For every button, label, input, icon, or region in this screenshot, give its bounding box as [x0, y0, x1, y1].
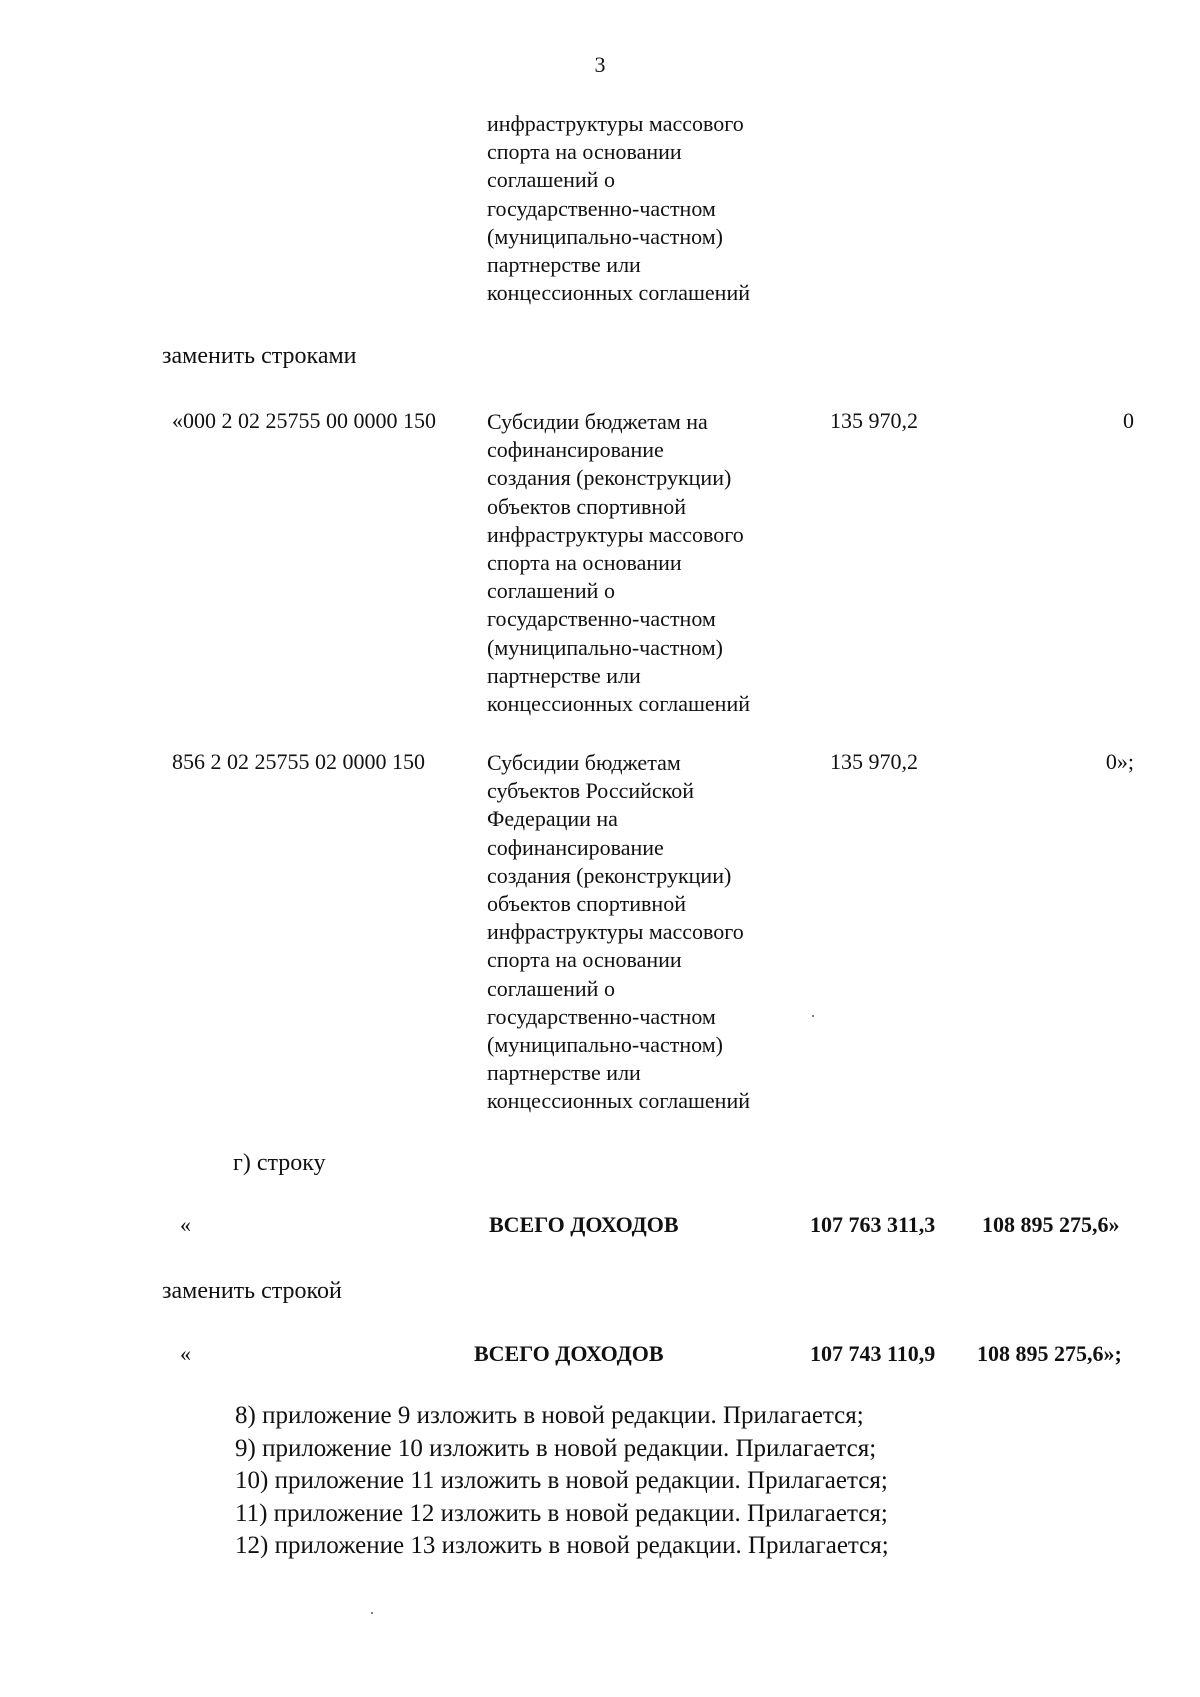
row-code: «000 2 02 25755 00 0000 150: [172, 408, 436, 433]
description-line: (муниципально-частном): [487, 1032, 723, 1058]
list-item: 12) приложение 13 изложить в новой редакции. Прилагается;: [235, 1532, 889, 1559]
description-line: Субсидии бюджетам на: [487, 409, 708, 434]
replace-rows-label: заменить строками: [162, 343, 357, 369]
list-item: 11) приложение 12 изложить в новой редакции. Прилагается;: [235, 1499, 888, 1527]
description-line: партнерстве или: [487, 252, 641, 278]
description-line: государственно-частном: [487, 606, 716, 632]
description-line: концессионных соглашений: [487, 691, 751, 717]
total-old-label: ВСЕГО ДОХОДОВ: [489, 1212, 679, 1237]
row-value-2: 0»;: [1105, 749, 1134, 774]
description-line: концессионных соглашений: [487, 280, 751, 306]
list-item: 8) приложение 9 изложить в новой редакции. Прилагается;: [235, 1402, 864, 1429]
description-line: субъектов Российской: [487, 778, 695, 804]
description-line: создания (реконструкции): [487, 465, 732, 491]
scan-speck: [812, 1015, 814, 1017]
description-line: инфраструктуры массового: [487, 521, 744, 547]
description-line: государственно-частном: [487, 195, 716, 221]
scan-speck: [371, 1612, 373, 1614]
description-line: инфраструктуры массового: [487, 111, 744, 136]
total-new-label: ВСЕГО ДОХОДОВ: [474, 1341, 664, 1366]
description-line: соглашений о: [487, 167, 615, 193]
amendments-list: [235, 1400, 889, 1563]
row-description: [487, 749, 750, 1116]
row-value-1: 135 970,2: [830, 749, 918, 774]
total-old-value-1: 107 763 311,3: [810, 1212, 936, 1237]
row-code: 856 2 02 25755 02 0000 150: [172, 749, 425, 774]
description-line: объектов спортивной: [487, 493, 686, 519]
description-line: (муниципально-частном): [487, 634, 723, 660]
description-line: партнерстве или: [487, 1060, 641, 1086]
total-old-quote: «: [180, 1212, 191, 1237]
description-line: инфраструктуры массового: [487, 919, 744, 945]
description-line: (муниципально-частном): [487, 223, 723, 249]
total-new-value-1: 107 743 110,9: [810, 1341, 936, 1366]
total-new-quote: «: [180, 1341, 191, 1366]
description-line: софинансирование: [487, 437, 664, 463]
total-old-value-2: 108 895 275,6»: [982, 1212, 1120, 1237]
item-g-label: г) строку: [233, 1150, 326, 1176]
description-line: софинансирование: [487, 834, 664, 860]
total-new-value-2: 108 895 275,6»;: [977, 1341, 1122, 1366]
description-line: спорта на основании: [487, 550, 682, 576]
description-line: концессионных соглашений: [487, 1088, 751, 1114]
description-line: объектов спортивной: [487, 891, 686, 917]
replace-row-label: заменить строкой: [162, 1278, 342, 1304]
list-item: 9) приложение 10 изложить в новой редакции. Прилагается;: [235, 1434, 877, 1462]
description-line: Субсидии бюджетам: [487, 750, 681, 775]
description-line: Федерации на: [487, 806, 618, 832]
description-line: спорта на основании: [487, 139, 682, 165]
row-value-2: 0: [1123, 408, 1134, 433]
description-line: государственно-частном: [487, 1003, 716, 1029]
page-number: 3: [594, 52, 606, 77]
description-line: спорта на основании: [487, 947, 682, 973]
row-description: [487, 408, 750, 718]
list-item: 10) приложение 11 изложить в новой редакции. Прилагается;: [235, 1467, 888, 1494]
description-line: партнерстве или: [487, 662, 641, 688]
top-fragment-description: [487, 110, 750, 307]
description-line: создания (реконструкции): [487, 862, 732, 888]
description-line: соглашений о: [487, 975, 615, 1001]
description-line: соглашений о: [487, 578, 615, 604]
row-value-1: 135 970,2: [830, 408, 918, 433]
